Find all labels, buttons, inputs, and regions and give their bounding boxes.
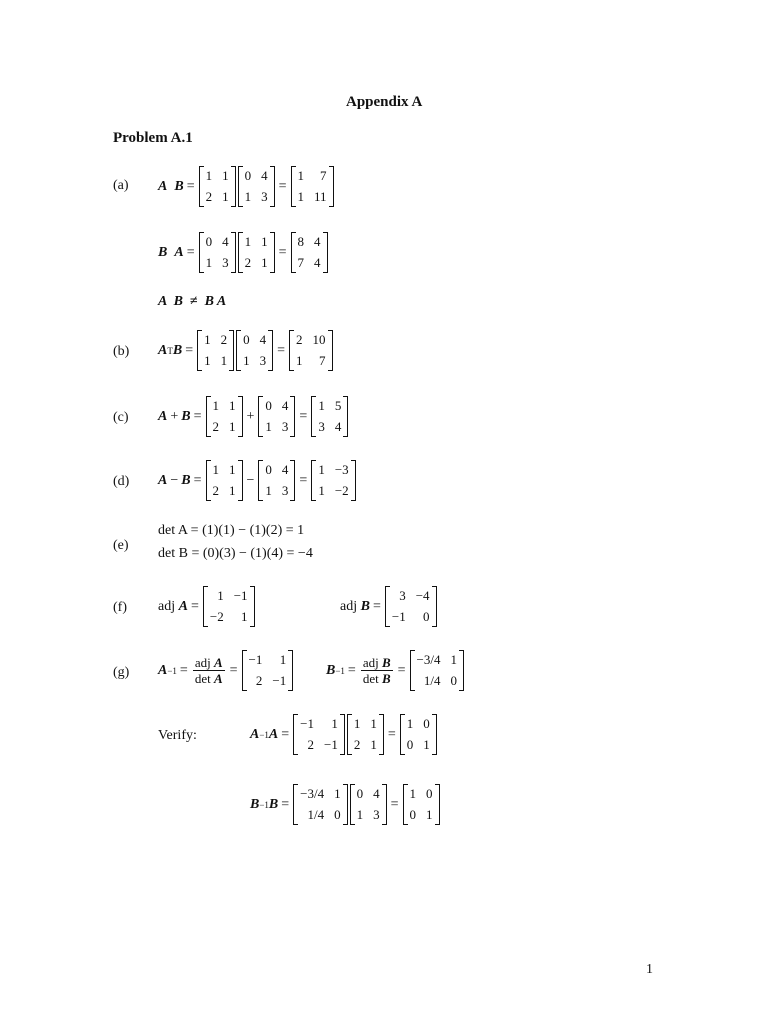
part-g-label: (g) bbox=[113, 665, 130, 680]
matrix-cell: 1 bbox=[205, 255, 213, 270]
matrix-cell: 4 bbox=[281, 398, 289, 413]
matrix-cell: 0 bbox=[423, 716, 430, 731]
verify-a-inverse-a: A −1 A = −1 1 2 −1 1 1 2 1 = 1 0 0 1 bbox=[250, 714, 438, 755]
matrix-cell: 1 bbox=[370, 716, 377, 731]
matrix-cell: 1 bbox=[406, 716, 414, 731]
matrix-B bbox=[350, 784, 387, 825]
matrix-A bbox=[238, 232, 275, 273]
matrix-cell: 3 bbox=[399, 588, 406, 603]
matrix-cell: 0 bbox=[406, 737, 414, 752]
matrix-cell: −1 bbox=[248, 652, 263, 667]
matrix-cell: 0 bbox=[409, 807, 417, 822]
matrix-cell: 3 bbox=[261, 189, 268, 204]
matrix-cell: 7 bbox=[297, 255, 304, 270]
equation-ba: B A = 0 4 1 3 1 1 2 1 = 8 4 7 4 bbox=[158, 232, 329, 273]
equation-a: A B = 1 1 2 1 0 4 1 3 = 1 7 1 11 bbox=[158, 166, 335, 207]
part-a-label: (a) bbox=[113, 178, 129, 193]
matrix-cell: 1 bbox=[423, 737, 430, 752]
matrix-cell: 1 bbox=[356, 807, 364, 822]
matrix-cell: 1 bbox=[426, 807, 433, 822]
matrix-cell: 1 bbox=[212, 398, 219, 413]
matrix-cell: 0 bbox=[244, 168, 252, 183]
matrix-B bbox=[238, 166, 275, 207]
matrix-identity bbox=[403, 784, 440, 825]
matrix-A bbox=[347, 714, 384, 755]
matrix-adjB bbox=[385, 586, 437, 627]
matrix-cell: 1 bbox=[220, 353, 228, 368]
matrix-cell: 2 bbox=[296, 332, 303, 347]
matrix-cell: 1 bbox=[222, 189, 229, 204]
matrix-cell: 0 bbox=[205, 234, 213, 249]
matrix-adjA bbox=[203, 586, 255, 627]
matrix-cell: 1 bbox=[297, 189, 304, 204]
matrix-cell: 1 bbox=[204, 332, 211, 347]
matrix-cell: 7 bbox=[319, 353, 326, 368]
matrix-cell: 1 bbox=[297, 168, 304, 183]
problem-heading: Problem A.1 bbox=[113, 130, 193, 146]
part-b-label: (b) bbox=[113, 344, 130, 359]
matrix-cell: 1 bbox=[353, 716, 361, 731]
matrix-cell: 3 bbox=[373, 807, 380, 822]
matrix-cell: −1 bbox=[391, 609, 406, 624]
equation-adj-a: adj A = 1 −1 −2 1 bbox=[158, 586, 256, 627]
matrix-ATB bbox=[289, 330, 333, 371]
matrix-cell: 2 bbox=[244, 255, 252, 270]
matrix-cell: 2 bbox=[220, 332, 228, 347]
matrix-cell: 2 bbox=[205, 189, 213, 204]
matrix-cell: −1 bbox=[324, 737, 338, 752]
matrix-cell: −1 bbox=[233, 588, 248, 603]
matrix-cell: 1 bbox=[261, 234, 268, 249]
matrix-cell: 1 bbox=[318, 483, 325, 498]
matrix-cell: 0 bbox=[356, 786, 364, 801]
matrix-cell: 3 bbox=[259, 353, 267, 368]
matrix-cell: 1 bbox=[318, 398, 325, 413]
matrix-cell: −2 bbox=[334, 483, 349, 498]
matrix-cell: 1 bbox=[265, 419, 272, 434]
matrix-cell: 4 bbox=[334, 419, 342, 434]
matrix-cell: 1 bbox=[217, 588, 224, 603]
matrix-cell: 3 bbox=[318, 419, 325, 434]
page-title: Appendix A bbox=[346, 94, 423, 110]
matrix-cell: 4 bbox=[259, 332, 267, 347]
matrix-cell: 8 bbox=[297, 234, 304, 249]
matrix-cell: 2 bbox=[212, 419, 219, 434]
matrix-cell: 4 bbox=[314, 234, 321, 249]
matrix-cell: 0 bbox=[450, 673, 457, 688]
matrix-cell: 1 bbox=[241, 609, 248, 624]
matrix-cell: 1 bbox=[296, 353, 303, 368]
matrix-B bbox=[258, 396, 295, 437]
matrix-Binv bbox=[410, 650, 464, 691]
part-e-label: (e) bbox=[113, 538, 129, 553]
matrix-B bbox=[236, 330, 273, 371]
matrix-cell: 0 bbox=[243, 332, 250, 347]
matrix-cell: 1 bbox=[243, 353, 250, 368]
matrix-cell: 2 bbox=[255, 673, 263, 688]
matrix-Ainv bbox=[242, 650, 294, 691]
matrix-AB bbox=[291, 166, 334, 207]
matrix-cell: 3 bbox=[281, 483, 289, 498]
matrix-cell: 1 bbox=[331, 716, 338, 731]
matrix-cell: 2 bbox=[212, 483, 219, 498]
matrix-cell: −2 bbox=[209, 609, 224, 624]
matrix-cell: 11 bbox=[314, 189, 327, 204]
matrix-cell: 1 bbox=[229, 398, 236, 413]
matrix-cell: 4 bbox=[373, 786, 380, 801]
matrix-cell: −3/4 bbox=[416, 652, 441, 667]
matrix-cell: 1 bbox=[370, 737, 377, 752]
matrix-cell: 10 bbox=[312, 332, 326, 347]
part-d-label: (d) bbox=[113, 474, 130, 489]
fraction-adjA-detA: $\frac{\text{adj A}}{\text{det A}}$ bbox=[194, 655, 223, 686]
matrix-cell: 1/4 bbox=[423, 673, 441, 688]
matrix-cell: 0 bbox=[265, 398, 272, 413]
not-equal-statement: A B ≠ B A bbox=[158, 294, 227, 309]
matrix-cell: −1 bbox=[300, 716, 315, 731]
matrix-Binv bbox=[293, 784, 347, 825]
matrix-A bbox=[199, 166, 236, 207]
matrix-B bbox=[199, 232, 236, 273]
matrix-cell: 3 bbox=[281, 419, 289, 434]
matrix-cell: −4 bbox=[415, 588, 430, 603]
equation-adj-b: adj B = 3 −4 −1 0 bbox=[340, 586, 438, 627]
equation-b-inverse: B −1 = $\frac{\text{adj B}}{\text{det B}}$ = −3/4 1 1/4 0 bbox=[326, 650, 465, 691]
matrix-cell: 1 bbox=[265, 483, 272, 498]
equation-a-inverse: A −1 = $\frac{\text{adj A}}{\text{det A}}$ = −1 1 2 −1 bbox=[158, 650, 294, 691]
page-number: 1 bbox=[646, 962, 653, 977]
equation-c: A + B = 1 1 2 1 + 0 4 1 3 = 1 5 3 4 bbox=[158, 396, 349, 437]
matrix-ApB bbox=[311, 396, 348, 437]
matrix-cell: 1 bbox=[244, 234, 252, 249]
part-f-label: (f) bbox=[113, 600, 127, 615]
fraction-adjB-detB: $\frac{\text{adj B}}{\text{det B}}$ bbox=[362, 655, 391, 686]
matrix-cell: 4 bbox=[222, 234, 229, 249]
matrix-cell: 3 bbox=[222, 255, 229, 270]
det-b-line: det B = (0)(3) − (1)(4) = −4 bbox=[158, 546, 313, 561]
verify-b-inverse-b: B −1 B = −3/4 1 1/4 0 0 4 1 3 = 1 0 0 1 bbox=[250, 784, 441, 825]
matrix-cell: 4 bbox=[314, 255, 321, 270]
matrix-cell: 1 bbox=[229, 419, 236, 434]
matrix-cell: 2 bbox=[353, 737, 361, 752]
matrix-A bbox=[206, 396, 243, 437]
matrix-cell: 1 bbox=[244, 189, 252, 204]
matrix-cell: 0 bbox=[423, 609, 430, 624]
matrix-AT bbox=[197, 330, 234, 371]
matrix-cell: 1 bbox=[318, 462, 325, 477]
matrix-cell: 2 bbox=[307, 737, 315, 752]
matrix-identity bbox=[400, 714, 437, 755]
matrix-cell: 1 bbox=[229, 483, 236, 498]
matrix-cell: 1 bbox=[204, 353, 211, 368]
matrix-cell: 1 bbox=[229, 462, 236, 477]
matrix-cell: 1 bbox=[212, 462, 219, 477]
equation-b: A T B = 1 2 1 1 0 4 1 3 = 2 10 1 7 bbox=[158, 330, 334, 371]
equation-d: A − B = 1 1 2 1 − 0 4 1 3 = 1 −3 1 −2 bbox=[158, 460, 357, 501]
matrix-cell: 5 bbox=[334, 398, 342, 413]
matrix-BA bbox=[291, 232, 328, 273]
matrix-cell: 1 bbox=[205, 168, 213, 183]
matrix-AmB bbox=[311, 460, 355, 501]
matrix-cell: −3/4 bbox=[300, 786, 325, 801]
matrix-cell: −1 bbox=[272, 673, 287, 688]
matrix-cell: 1 bbox=[334, 786, 341, 801]
matrix-cell: 7 bbox=[320, 168, 327, 183]
matrix-cell: 4 bbox=[261, 168, 268, 183]
matrix-cell: 1 bbox=[450, 652, 457, 667]
matrix-cell: 4 bbox=[281, 462, 289, 477]
matrix-cell: 1 bbox=[261, 255, 268, 270]
matrix-B bbox=[258, 460, 295, 501]
matrix-cell: 1 bbox=[409, 786, 417, 801]
verify-label: Verify: bbox=[158, 728, 197, 743]
det-a-line: det A = (1)(1) − (1)(2) = 1 bbox=[158, 523, 305, 538]
matrix-cell: 1 bbox=[222, 168, 229, 183]
matrix-cell: 1/4 bbox=[307, 807, 325, 822]
matrix-cell: 0 bbox=[334, 807, 341, 822]
matrix-Ainv bbox=[293, 714, 345, 755]
matrix-cell: 1 bbox=[279, 652, 287, 667]
matrix-cell: 0 bbox=[426, 786, 433, 801]
matrix-A bbox=[206, 460, 243, 501]
part-c-label: (c) bbox=[113, 410, 129, 425]
matrix-cell: 0 bbox=[265, 462, 272, 477]
matrix-cell: −3 bbox=[334, 462, 349, 477]
